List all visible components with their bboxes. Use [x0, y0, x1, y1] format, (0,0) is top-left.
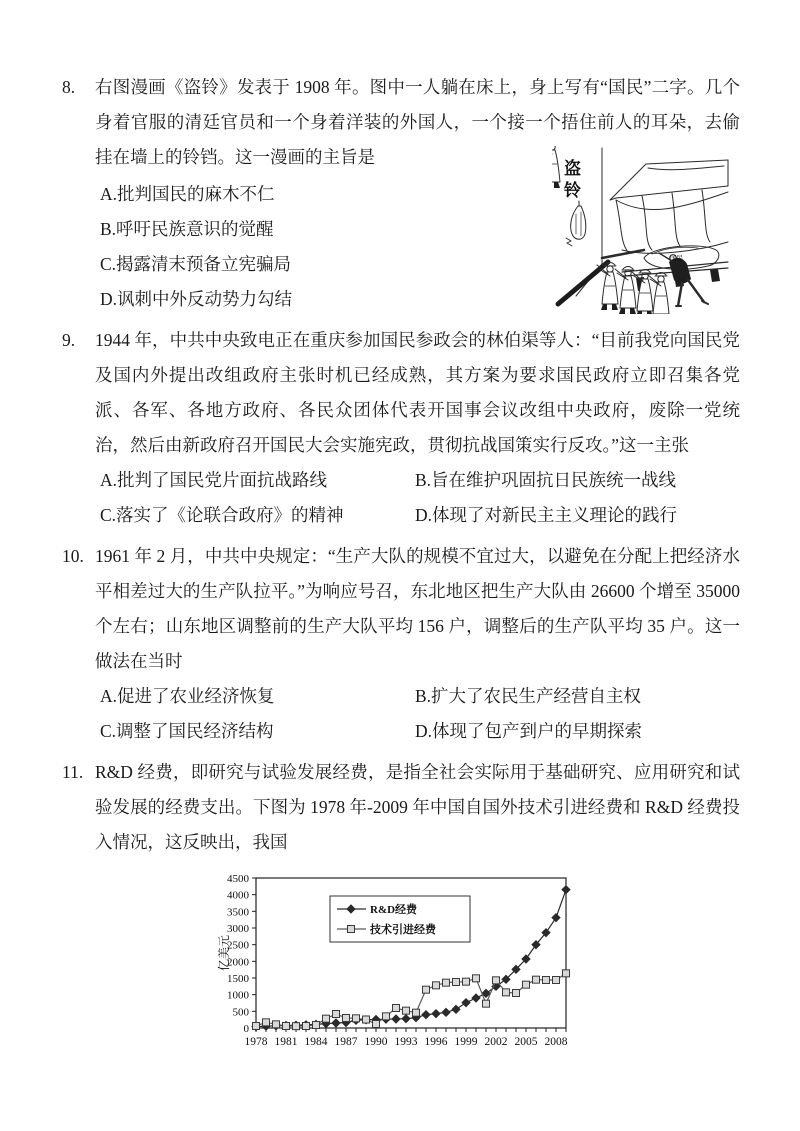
- square-marker-icon: [273, 1021, 280, 1028]
- cartoon-bed: [610, 160, 728, 291]
- cartoon-body-label: 国民: [670, 255, 683, 262]
- question-10-option-a: A.促进了农业经济恢复: [100, 686, 275, 706]
- square-marker-icon: [303, 1023, 310, 1030]
- square-marker-icon: [503, 989, 510, 996]
- chart-y-tick-label: 1500: [227, 973, 249, 985]
- rd-expenditure-chart: [198, 866, 598, 1066]
- question-9-option-a: A.批判了国民党片面抗战路线: [100, 470, 328, 490]
- square-marker-icon: [333, 1011, 340, 1018]
- diamond-marker-icon: [392, 1015, 400, 1023]
- diamond-marker-icon: [402, 1015, 410, 1023]
- question-9-number: 9.: [62, 330, 76, 350]
- question-9-option-d: D.体现了对新民主主义理论的践行: [415, 505, 678, 525]
- chart-x-tick-label: 1978: [244, 1036, 268, 1048]
- square-marker-icon: [323, 1015, 330, 1022]
- diamond-marker-icon: [332, 1019, 340, 1027]
- chart-x-tick-label: 1999: [454, 1036, 478, 1048]
- chart-x-tick-label: 1990: [364, 1036, 388, 1048]
- question-11-number: 11.: [62, 762, 84, 782]
- square-marker-icon: [423, 986, 430, 993]
- question-10-option-b: B.扩大了农民生产经营自主权: [415, 686, 642, 706]
- question-9-text: 1944 年，中共中央致电正在重庆参加国民参政会的林伯渠等人：“目前我党向国民党及国内外提出改组政府主张时机已经成熟，其方案为要求国民政府立即召集各党派、各军、各地方政府、各民众团体代表开国事会议改组中央政府，废除一党统治，然后由新政府召开国民大会实施宪政，贯彻抗战国策实行反攻。”这一主张: [95, 330, 740, 455]
- square-marker-icon: [493, 977, 500, 984]
- square-marker-icon: [348, 926, 355, 933]
- square-marker-icon: [543, 977, 550, 984]
- square-marker-icon: [473, 975, 480, 982]
- cartoon-baseboard: [602, 250, 644, 258]
- diamond-marker-icon: [552, 914, 560, 922]
- diamond-marker-icon: [462, 999, 470, 1007]
- square-marker-icon: [523, 981, 530, 988]
- square-marker-icon: [443, 979, 450, 986]
- square-marker-icon: [513, 990, 520, 997]
- diamond-marker-icon: [452, 1005, 460, 1013]
- chart-legend-label: 技术引进经费: [370, 924, 436, 936]
- question-8-option-c: C.揭露清末预备立宪骗局: [100, 254, 292, 274]
- square-marker-icon: [253, 1023, 260, 1030]
- chart-y-tick-label: 4000: [227, 889, 249, 902]
- square-marker-icon: [283, 1023, 290, 1030]
- diamond-marker-icon: [442, 1008, 450, 1016]
- chart-y-tick-label: 1000: [227, 989, 249, 1002]
- square-marker-icon: [293, 1023, 300, 1030]
- chart-y-tick-label: 0: [243, 1023, 249, 1035]
- square-marker-icon: [553, 977, 560, 984]
- chart-legend-label: R&D经费: [370, 904, 418, 916]
- square-marker-icon: [343, 1015, 350, 1022]
- square-marker-icon: [533, 976, 540, 983]
- chart-x-tick-label: 1993: [394, 1036, 418, 1048]
- square-marker-icon: [313, 1022, 320, 1029]
- question-8-option-d: D.讽刺中外反动势力勾结: [100, 289, 293, 309]
- chart-x-tick-label: 1987: [334, 1036, 358, 1048]
- question-11: [62, 755, 740, 860]
- question-8-option-a: A.批判国民的麻木不仁: [100, 184, 275, 204]
- square-marker-icon: [373, 1021, 380, 1028]
- square-marker-icon: [263, 1019, 270, 1026]
- question-10-option-c: C.调整了国民经济结构: [100, 721, 274, 741]
- question-10-number: 10.: [62, 546, 84, 566]
- chart-x-tick-label: 2005: [514, 1036, 538, 1048]
- question-8-option-b: B.呼吁民族意识的觉醒: [100, 219, 274, 239]
- square-marker-icon: [463, 978, 470, 985]
- cartoon-canvas: [552, 146, 730, 314]
- svg-text:盗: 盗: [564, 159, 581, 178]
- square-marker-icon: [393, 1005, 400, 1012]
- chart-series-square: [253, 970, 570, 1030]
- square-marker-icon: [383, 1013, 390, 1020]
- square-marker-icon: [433, 982, 440, 989]
- question-9-option-b: B.旨在维护巩固抗日民族统一战线: [415, 470, 677, 490]
- chart-x-tick-label: 1996: [424, 1036, 448, 1048]
- chart-x-tick-label: 1981: [274, 1036, 298, 1048]
- svg-text:铃: 铃: [564, 181, 581, 200]
- square-marker-icon: [483, 1000, 490, 1007]
- cartoon-illustration: [552, 146, 730, 314]
- square-marker-icon: [413, 1009, 420, 1016]
- square-marker-icon: [363, 1016, 370, 1023]
- question-10-text: 1961 年 2 月，中共中央规定：“生产大队的规模不宜过大，以避免在分配上把经济水平相差过大的生产队拉平。”为响应号召，东北地区把生产大队由 26600 个增至 35000 个左右；山东地区调整前的生产大队平均 156 户，调整后的生产队平均 35 户。这一做法在当时: [95, 546, 740, 671]
- chart-canvas: [198, 866, 598, 1066]
- chart-legend: [330, 896, 470, 942]
- chart-x-tick-label: 1984: [304, 1036, 328, 1048]
- chart-y-tick-label: 2500: [227, 939, 249, 952]
- cartoon-bell: [566, 201, 586, 246]
- diamond-marker-icon: [432, 1010, 440, 1018]
- question-8-text: 右图漫画《盗铃》发表于 1908 年。图中一人躺在床上，身上写有“国民”二字。几个身着官服的清廷官员和一个身着洋装的外国人，一个接一个捂住前人的耳朵，去偷挂在墙上的铃铛。这一漫画的主旨是: [95, 77, 740, 167]
- question-10-option-d: D.体现了包产到户的早期探索: [415, 721, 643, 741]
- question-8-number: 8.: [62, 77, 76, 97]
- chart-y-axis-label: 亿美元: [217, 934, 231, 972]
- square-marker-icon: [453, 979, 460, 986]
- diamond-marker-icon: [472, 994, 480, 1002]
- question-9: [62, 323, 740, 463]
- question-9-option-c: C.落实了《论联合政府》的精神: [100, 505, 344, 525]
- cartoon-caption: [564, 158, 581, 200]
- chart-y-tick-label: 2000: [227, 956, 249, 969]
- chart-y-tick-label: 4500: [227, 873, 249, 885]
- question-9-options: [100, 463, 740, 533]
- diamond-marker-icon: [562, 886, 570, 894]
- chart-y-tick-label: 3500: [227, 906, 249, 919]
- question-10-options: [100, 679, 740, 749]
- chart-y-tick-label: 3000: [227, 923, 249, 935]
- square-marker-icon: [353, 1015, 360, 1022]
- square-marker-icon: [563, 970, 570, 977]
- square-marker-icon: [403, 1007, 410, 1014]
- chart-y-tick-label: 500: [232, 1006, 249, 1019]
- diamond-marker-icon: [422, 1011, 430, 1019]
- question-10: [62, 539, 740, 679]
- chart-x-tick-label: 2008: [544, 1036, 568, 1048]
- question-11-text: R&D 经费，即研究与试验发展经费，是指全社会实际用于基础研究、应用研究和试验发展的经费支出。下图为 1978 年-2009 年中国自国外技术引进经费和 R&D 经费投入情况，这反映出，我国: [95, 762, 740, 852]
- chart-x-tick-label: 2002: [484, 1036, 508, 1048]
